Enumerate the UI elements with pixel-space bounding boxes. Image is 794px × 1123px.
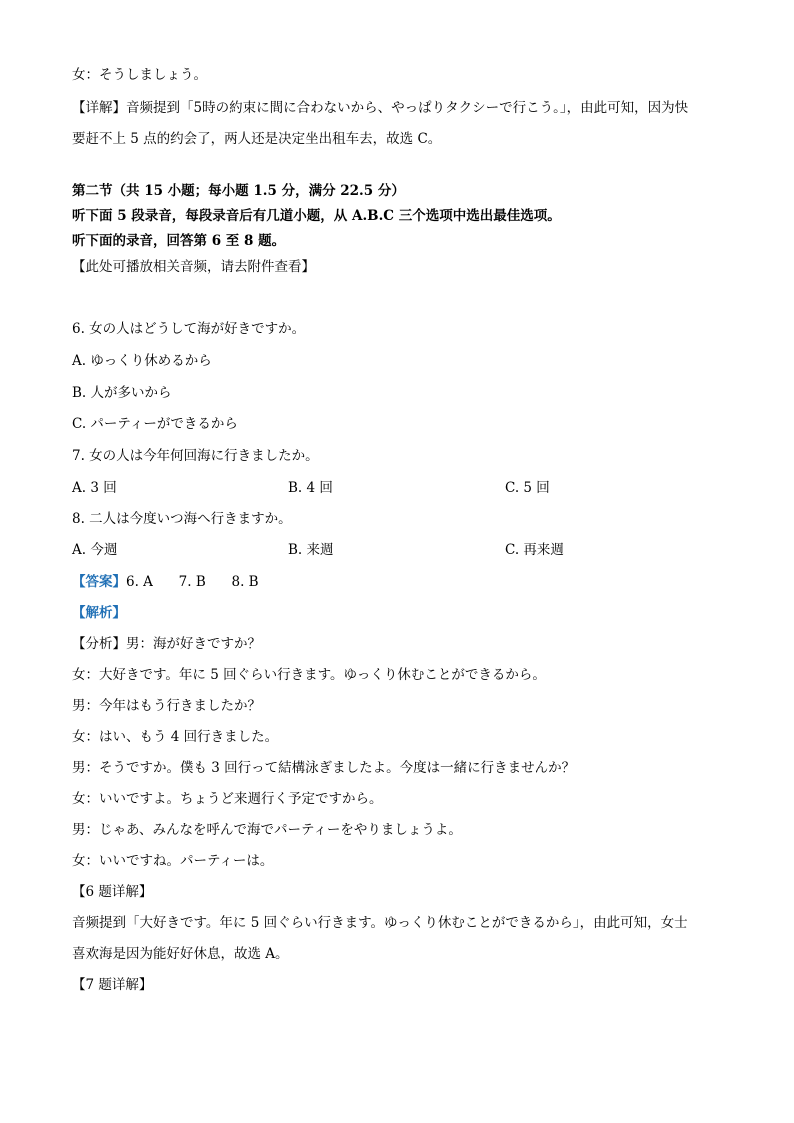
dialogue-line: 男：今年はもう行きましたか？ [72, 698, 261, 714]
dialogue-line: 女：はい、もう 4 回行きました。 [72, 729, 279, 745]
option-7b: B. 4 回 [288, 480, 333, 496]
answer-values: 6. A 7. B 8. B [126, 574, 259, 590]
detail-7-label: 【7 题详解】 [72, 977, 153, 993]
option-8b: B. 来週 [288, 542, 334, 558]
dialogue-line: 女：大好きです。年に 5 回ぐらい行きます。ゆっくり休むことができるから。 [72, 667, 546, 683]
answer-row [72, 573, 259, 591]
answer-label: 【答案】 [72, 574, 126, 590]
dialogue-line: 女：そうしましょう。 [72, 67, 207, 83]
instruction: 听下面的录音，回答第 6 至 8 题。 [72, 233, 286, 249]
dialogue-line: 【分析】男：海が好きですか？ [72, 636, 261, 652]
question-7: 7. 女の人は今年何回海に行きましたか。 [72, 448, 319, 464]
option-7a: A. 3 回 [72, 480, 117, 496]
detail-text: 【详解】音频提到「5時の約束に間に合わないから、やっぱりタクシーで行こう。」，由此可知，因为快 [72, 100, 689, 116]
option-8c: C. 再来週 [505, 542, 564, 558]
question-6: 6. 女の人はどうして海が好きですか。 [72, 321, 306, 337]
option-7c: C. 5 回 [505, 480, 550, 496]
detail-text: 喜欢海是因为能好好休息，故选 A。 [72, 946, 289, 962]
question-8: 8. 二人は今度いつ海へ行きますか。 [72, 511, 292, 527]
dialogue-line: 男：じゃあ、みんなを呼んで海でパーティーをやりましょうよ。 [72, 822, 462, 838]
audio-note: 【此处可播放相关音频，请去附件查看】 [72, 259, 315, 275]
option-6c: C. パーティーができるから [72, 416, 238, 432]
dialogue-line: 女：いいですよ。ちょうど来週行く予定ですから。 [72, 791, 383, 807]
dialogue-line: 男：そうですか。僕も 3 回行って結構泳ぎましたよ。今度は一緒に行きませんか？ [72, 760, 576, 776]
instruction: 听下面 5 段录音，每段录音后有几道小题，从 A.B.C 三个选项中选出最佳选项。 [72, 208, 561, 224]
option-6b: B. 人が多いから [72, 385, 172, 401]
option-6a: A. ゆっくり休めるから [72, 353, 212, 369]
analysis-label: 【解析】 [72, 605, 126, 621]
section-title: 第二节（共 15 小题；每小题 1.5 分，满分 22.5 分） [72, 183, 405, 199]
detail-6-label: 【6 题详解】 [72, 884, 153, 900]
detail-text: 要赶不上 5 点的约会了，两人还是决定坐出租车去，故选 C。 [72, 131, 442, 147]
detail-text: 音频提到「大好きです。年に 5 回ぐらい行きます。ゆっくり休むことができるから」，由此可知，女士 [72, 915, 688, 931]
option-8a: A. 今週 [72, 542, 118, 558]
dialogue-line: 女：いいですね。パーティーは。 [72, 853, 274, 869]
